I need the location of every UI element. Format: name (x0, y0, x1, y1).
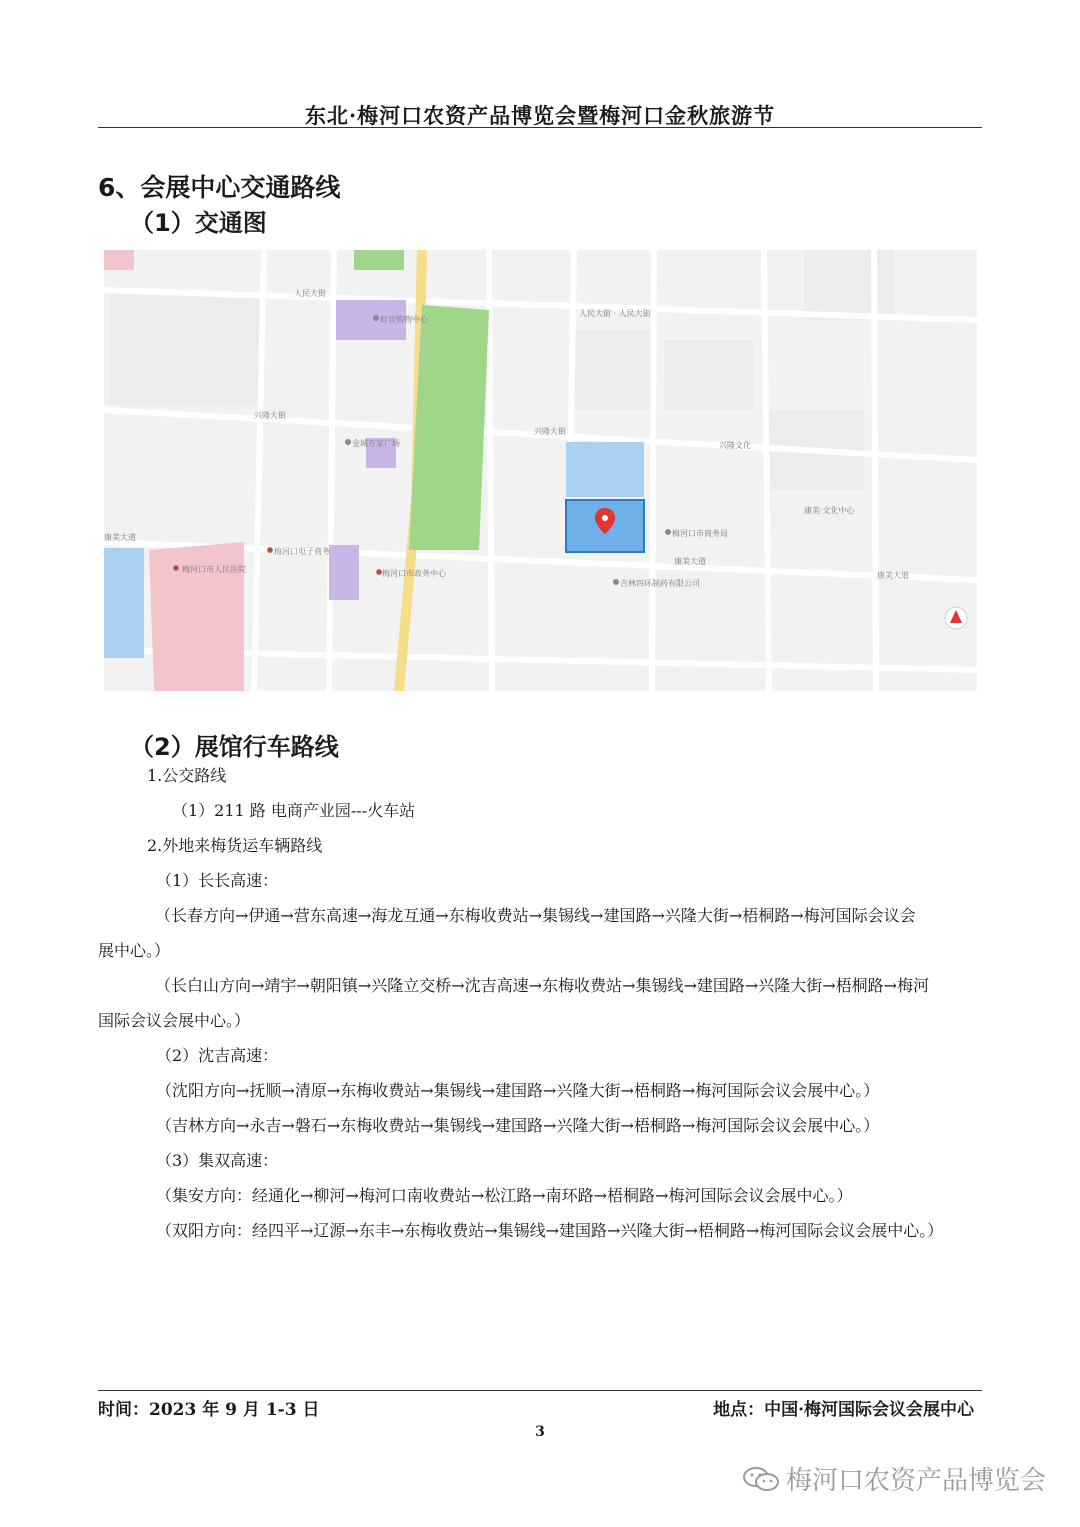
svg-text:金城万家广场: 金城万家广场 (352, 439, 400, 448)
svg-text:康美大道: 康美大道 (104, 533, 136, 542)
svg-text:梅河口市人民医院: 梅河口市人民医院 (182, 565, 246, 574)
subsection-driving-routes-title: （2）展馆行车路线 (130, 733, 339, 761)
svg-text:吉林四环制药有限公司: 吉林四环制药有限公司 (620, 579, 700, 588)
sj-route-shenyang: （沈阳方向→抚顺→清原→东梅收费站→集锡线→建国路→兴隆大街→梧桐路→梅河国际会议会展中心。） (156, 1081, 880, 1100)
watermark-text: 梅河口农资产品博览会 (785, 1466, 1046, 1496)
cc-route-changchun: （长春方向→伊通→营东高速→海龙互通→东梅收费站→集锡线→建国路→兴隆大街→梧桐路→梅河国际会议会展中心。） (98, 906, 916, 960)
bus-heading: 1.公交路线 (147, 766, 227, 785)
freight-heading: 2.外地来梅货运车辆路线 (147, 836, 323, 855)
subsection-traffic-map-title: （1）交通图 (130, 209, 267, 237)
header-title: 东北·梅河口农资产品博览会暨梅河口金秋旅游节 (304, 103, 776, 128)
svg-text:好宜购物中心: 好宜购物中心 (380, 315, 428, 324)
traffic-map (104, 250, 977, 691)
svg-text:梅河口市政务中心: 梅河口市政务中心 (382, 569, 446, 578)
svg-text:梅河口电子商务: 梅河口电子商务 (274, 547, 330, 556)
svg-text:兴隆大街: 兴隆大街 (254, 411, 286, 420)
svg-text:兴隆大街: 兴隆大街 (534, 427, 566, 436)
sj-heading: （2）沈吉高速： (156, 1046, 279, 1065)
footer-time: 时间：2023 年 9 月 1-3 日 (98, 1400, 320, 1420)
svg-text:康美大道: 康美大道 (877, 571, 909, 580)
svg-text:梅河口市商务局: 梅河口市商务局 (672, 529, 728, 538)
js-route-shuangyang: （双阳方向：经四平→辽源→东丰→东梅收费站→集锡线→建国路→兴隆大街→梧桐路→梅河国际会议会展中心。） (156, 1221, 944, 1240)
svg-text:人民大街: 人民大街 (294, 289, 326, 298)
svg-text:康美·文化中心: 康美·文化中心 (804, 506, 855, 515)
footer-rule (98, 1390, 982, 1391)
sj-route-jilin: （吉林方向→永吉→磐石→东梅收费站→集锡线→建国路→兴隆大街→梧桐路→梅河国际会议会展中心。） (156, 1116, 880, 1135)
page-number: 3 (535, 1424, 545, 1440)
bus-line: （1）211 路 电商产业园---火车站 (172, 801, 416, 820)
cc-heading: （1）长长高速： (156, 871, 279, 890)
cc-route-changbaishan: （长白山方向→靖宇→朝阳镇→兴隆立交桥→沈吉高速→东梅收费站→集锡线→建国路→兴隆大街→梧桐路→梅河国际会议会展中心。） (98, 976, 930, 1030)
header-rule (98, 127, 982, 128)
watermark (742, 1460, 1046, 1497)
js-heading: （3）集双高速： (156, 1151, 279, 1170)
svg-text:兴隆文化: 兴隆文化 (719, 441, 751, 450)
svg-text:康美大道: 康美大道 (674, 557, 706, 566)
js-route-jian: （集安方向：经通化→柳河→梅河口南收费站→松江路→南环路→梧桐路→梅河国际会议会展中心。） (156, 1186, 853, 1205)
footer-place: 地点：中国·梅河国际会议会展中心 (713, 1400, 974, 1420)
section-title: 6、会展中心交通路线 (98, 173, 341, 202)
wechat-icon (742, 1465, 780, 1493)
svg-text:人民大街 · 人民大街: 人民大街 · 人民大街 (579, 309, 651, 318)
